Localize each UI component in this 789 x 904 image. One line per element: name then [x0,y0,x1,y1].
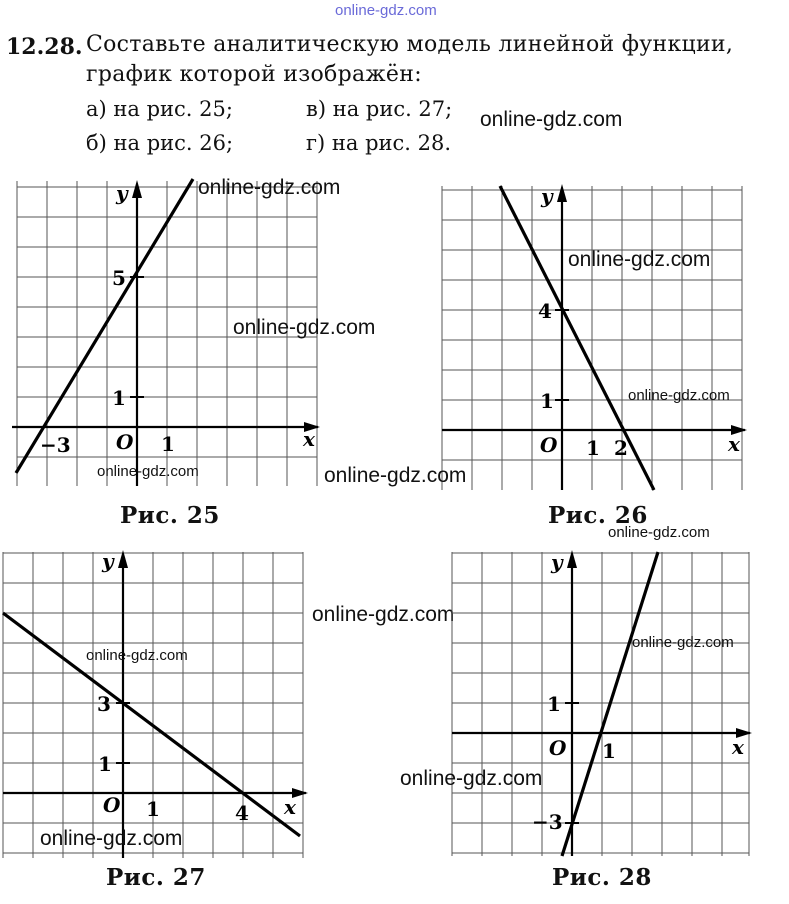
figure-25-origin-label: O [116,430,134,454]
task-line-1: Составьте аналитическую модель линейной функции, [86,32,734,57]
watermark: online-gdz.com [312,603,455,626]
watermark: online-gdz.com [198,176,341,199]
figure-28-y-tick-1: 1 [547,692,561,716]
watermark-top: online-gdz.com [335,2,437,19]
figure-26-origin-label: O [540,433,558,457]
figure-28-caption: Рис. 28 [552,864,652,891]
watermark: online-gdz.com [40,827,183,850]
figure-25-x-tick-1: 1 [161,432,175,456]
watermark: online-gdz.com [400,767,543,790]
figure-28-x-label: x [732,735,744,759]
option-b: б) на рис. 26; [86,131,234,155]
task-line-2: график которой изображён: [86,62,422,87]
figure-27-y-tick-1: 1 [98,752,112,776]
figure-28-y-label: y [551,550,563,574]
figure-28-y-tick-minus3: −3 [532,810,563,834]
option-a: а) на рис. 25; [86,97,233,121]
watermark: online-gdz.com [324,464,467,487]
figure-25-y-label: y [116,181,128,205]
figure-26-x-tick-2: 2 [614,436,628,460]
figure-28-x-tick-1: 1 [602,739,616,763]
figure-25-x-label: x [303,427,315,451]
figure-25-y-tick-1: 1 [112,386,126,410]
watermark: online-gdz.com [628,387,730,404]
watermark: online-gdz.com [233,316,376,339]
task-number: 12.28. [6,34,83,60]
figure-26-y-tick-4: 4 [538,299,552,323]
figure-26-x-label: x [728,432,740,456]
watermark: online-gdz.com [86,647,188,664]
figure-27-x-tick-4: 4 [235,801,249,825]
figure-27-origin-label: O [103,793,121,817]
figure-27-x-label: x [284,795,296,819]
figure-26-y-label: y [541,184,553,208]
watermark: online-gdz.com [97,463,199,480]
figure-27-y-tick-3: 3 [97,692,111,716]
figure-28-origin-label: O [549,736,567,760]
figure-27-caption: Рис. 27 [106,864,206,891]
figure-27-y-label: y [102,549,114,573]
figure-26-caption: Рис. 26 [548,502,648,529]
watermark: online-gdz.com [480,108,623,131]
watermark: online-gdz.com [632,634,734,651]
figure-25-x-tick-minus3: −3 [40,433,71,457]
figure-25-caption: Рис. 25 [120,502,220,529]
watermark: online-gdz.com [568,248,711,271]
figure-26-y-tick-1: 1 [540,389,554,413]
figure-25-y-tick-5: 5 [112,266,126,290]
option-g: г) на рис. 28. [306,131,452,155]
figure-26-x-tick-1: 1 [586,436,600,460]
watermark: online-gdz.com [608,524,710,541]
option-v: в) на рис. 27; [306,97,453,121]
figure-27-x-tick-1: 1 [146,797,160,821]
